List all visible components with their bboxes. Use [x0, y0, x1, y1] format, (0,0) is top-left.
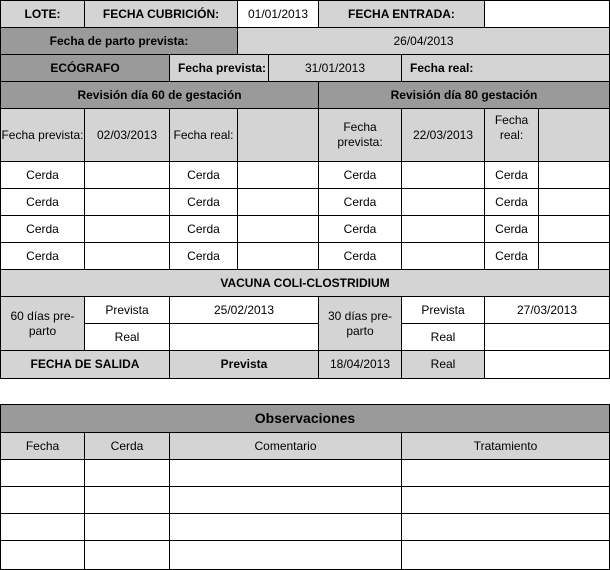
salida-prevista-value: 18/04/2013 — [318, 350, 402, 379]
obs-cell-comentario[interactable] — [169, 513, 402, 541]
observaciones-title: Observaciones — [0, 404, 610, 433]
cerda-80-real-label: Cerda — [484, 161, 539, 189]
cerda-60-real-label: Cerda — [169, 161, 238, 189]
cubricion-value: 01/01/2013 — [237, 0, 319, 28]
cerda-60-real-value[interactable] — [237, 215, 319, 243]
obs-cell-cerda[interactable] — [84, 486, 170, 514]
revision-80-title: Revisión día 80 gestación — [318, 81, 610, 109]
cerda-80-real-value[interactable] — [538, 215, 610, 243]
revision-60-prevista-label: Fecha prevista: — [0, 108, 85, 162]
obs-cell-cerda[interactable] — [84, 513, 170, 541]
obs-cell-tratamiento[interactable] — [401, 486, 610, 514]
ecografo-label: ECÓGRAFO — [0, 54, 170, 82]
obs-col-fecha: Fecha — [0, 432, 85, 460]
cerda-80-real-label: Cerda — [484, 242, 539, 270]
cerda-60-label: Cerda — [0, 242, 85, 270]
cerda-80-value[interactable] — [401, 242, 485, 270]
cerda-80-label: Cerda — [318, 161, 402, 189]
cerda-80-label: Cerda — [318, 188, 402, 216]
revision-80-real-value[interactable] — [538, 108, 610, 162]
vacuna-60-prevista-label: Prevista — [84, 296, 170, 324]
cerda-80-value[interactable] — [401, 188, 485, 216]
cerda-60-label: Cerda — [0, 215, 85, 243]
vacuna-30-real-label: Real — [401, 323, 485, 351]
salida-real-value[interactable] — [484, 350, 610, 379]
revision-80-prevista-value: 22/03/2013 — [401, 108, 485, 162]
vacuna-title: VACUNA COLI-CLOSTRIDIUM — [0, 269, 610, 297]
vacuna-30-prevista-label: Prevista — [401, 296, 485, 324]
ecografo-prevista-label: Fecha prevista: — [169, 54, 269, 82]
parto-value: 26/04/2013 — [237, 27, 610, 55]
obs-cell-fecha[interactable] — [0, 513, 85, 541]
revision-80-prevista-label: Fecha prevista: — [318, 108, 402, 162]
revision-80-real-label: Fecha real: — [484, 108, 539, 162]
cerda-60-real-label: Cerda — [169, 188, 238, 216]
cerda-80-real-label: Cerda — [484, 215, 539, 243]
ecografo-real-label[interactable]: Fecha real: — [401, 54, 610, 82]
obs-cell-tratamiento[interactable] — [401, 540, 610, 570]
cerda-60-value[interactable] — [84, 188, 170, 216]
obs-cell-fecha[interactable] — [0, 540, 85, 570]
salida-real-label: Real — [401, 350, 485, 379]
entrada-value[interactable] — [484, 0, 610, 28]
salida-label: FECHA DE SALIDA — [0, 350, 170, 379]
vacuna-60-label: 60 días pre-parto — [0, 296, 85, 351]
cerda-60-real-value[interactable] — [237, 161, 319, 189]
vacuna-60-prevista-value: 25/02/2013 — [169, 296, 319, 324]
cerda-80-label: Cerda — [318, 215, 402, 243]
obs-col-comentario: Comentario — [169, 432, 402, 460]
obs-cell-comentario[interactable] — [169, 459, 402, 487]
vacuna-30-real-value[interactable] — [484, 323, 610, 351]
vacuna-60-real-value[interactable] — [169, 323, 319, 351]
obs-col-cerda: Cerda — [84, 432, 170, 460]
obs-cell-tratamiento[interactable] — [401, 459, 610, 487]
cerda-80-value[interactable] — [401, 215, 485, 243]
ecografo-prevista-value: 31/01/2013 — [268, 54, 402, 82]
vacuna-60-real-label: Real — [84, 323, 170, 351]
revision-60-real-value[interactable] — [237, 108, 319, 162]
cerda-60-value[interactable] — [84, 215, 170, 243]
cerda-60-value[interactable] — [84, 161, 170, 189]
cerda-60-real-label: Cerda — [169, 215, 238, 243]
cubricion-label: FECHA CUBRICIÓN: — [84, 0, 238, 28]
cerda-80-real-value[interactable] — [538, 188, 610, 216]
obs-cell-fecha[interactable] — [0, 486, 85, 514]
salida-prevista-label: Prevista — [169, 350, 319, 379]
cerda-60-label: Cerda — [0, 161, 85, 189]
lote-label: LOTE: — [0, 0, 85, 28]
obs-cell-comentario[interactable] — [169, 486, 402, 514]
obs-col-tratamiento: Tratamiento — [401, 432, 610, 460]
entrada-label: FECHA ENTRADA: — [318, 0, 485, 28]
obs-cell-tratamiento[interactable] — [401, 513, 610, 541]
cerda-60-value[interactable] — [84, 242, 170, 270]
revision-60-prevista-value: 02/03/2013 — [84, 108, 170, 162]
cerda-80-value[interactable] — [401, 161, 485, 189]
cerda-60-real-label: Cerda — [169, 242, 238, 270]
cerda-80-label: Cerda — [318, 242, 402, 270]
obs-cell-cerda[interactable] — [84, 459, 170, 487]
obs-cell-comentario[interactable] — [169, 540, 402, 570]
obs-cell-cerda[interactable] — [84, 540, 170, 570]
vacuna-30-label: 30 días pre-parto — [318, 296, 402, 351]
parto-label: Fecha de parto prevista: — [0, 27, 238, 55]
revision-60-title: Revisión día 60 de gestación — [0, 81, 319, 109]
revision-60-real-label: Fecha real: — [169, 108, 238, 162]
cerda-80-real-value[interactable] — [538, 242, 610, 270]
cerda-80-real-value[interactable] — [538, 161, 610, 189]
cerda-60-label: Cerda — [0, 188, 85, 216]
cerda-60-real-value[interactable] — [237, 242, 319, 270]
obs-cell-fecha[interactable] — [0, 459, 85, 487]
cerda-80-real-label: Cerda — [484, 188, 539, 216]
cerda-60-real-value[interactable] — [237, 188, 319, 216]
vacuna-30-prevista-value: 27/03/2013 — [484, 296, 610, 324]
